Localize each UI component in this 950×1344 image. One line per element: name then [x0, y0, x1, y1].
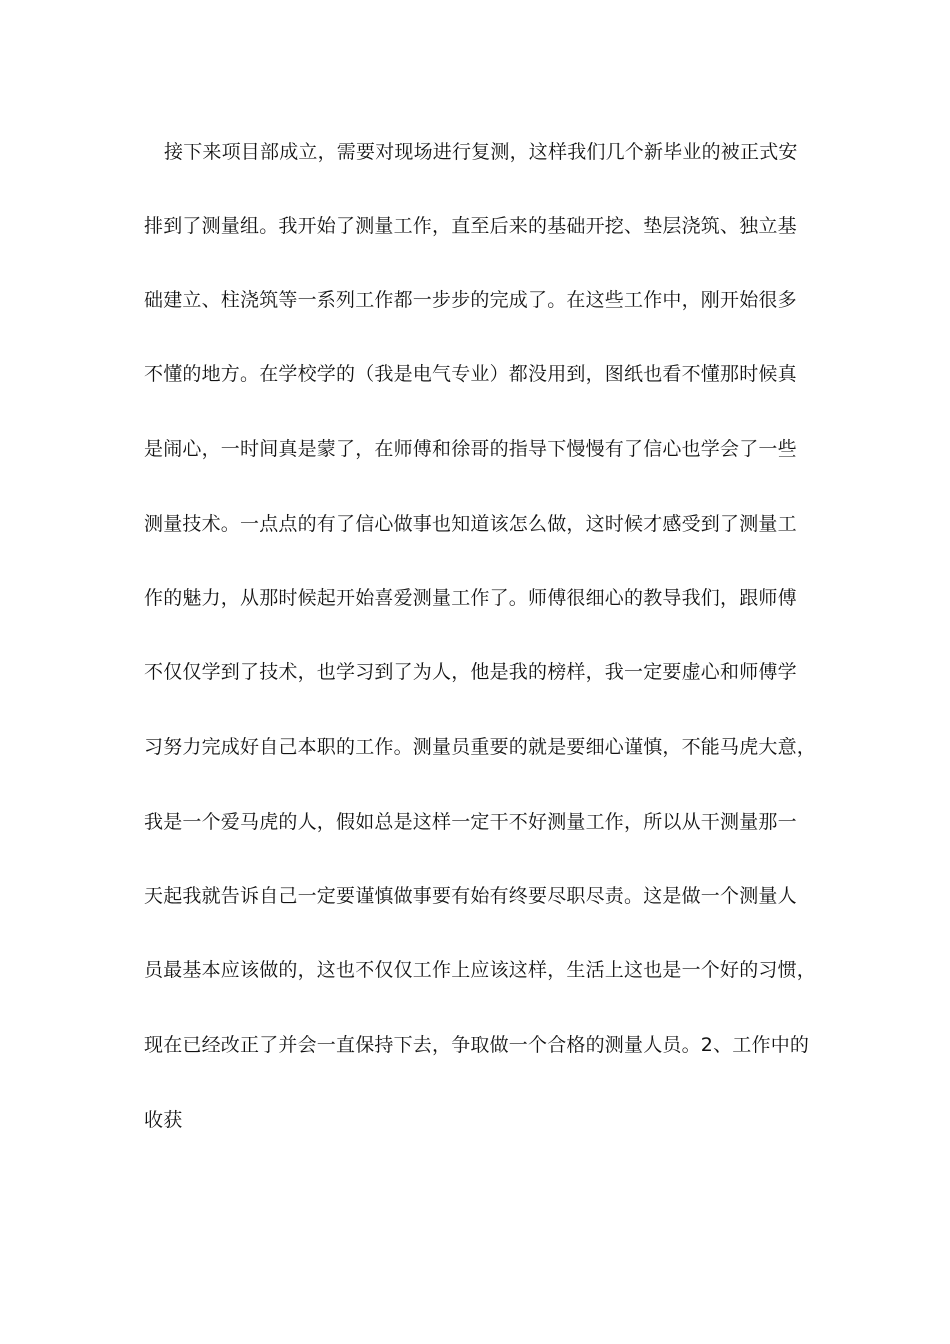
text-line: 员最基本应该做的，这也不仅仅工作上应该这样，生活上这也是一个好的习惯， — [144, 959, 817, 981]
text-line: 我是一个爱马虎的人，假如总是这样一定干不好测量工作，所以从干测量那一 — [144, 811, 797, 833]
text-line: 不懂的地方。在学校学的（我是电气专业）都没用到，图纸也看不懂那时候真 — [144, 363, 797, 385]
text-line: 习努力完成好自己本职的工作。测量员重要的就是要细心谨慎，不能马虎大意， — [144, 736, 817, 758]
text-line: 天起我就告诉自己一定要谨慎做事要有始有终要尽职尽责。这是做一个测量人 — [144, 885, 797, 907]
text-line: 排到了测量组。我开始了测量工作，直至后来的基础开挖、垫层浇筑、独立基 — [144, 215, 797, 237]
text-line: 现在已经改正了并会一直保持下去，争取做一个合格的测量人员。2、工作中的 — [144, 1034, 810, 1056]
text-line: 收获 — [144, 1109, 183, 1131]
text-line: 不仅仅学到了技术，也学习到了为人，他是我的榜样，我一定要虚心和师傅学 — [144, 661, 797, 683]
text-line: 接下来项目部成立，需要对现场进行复测，这样我们几个新毕业的被正式安 — [164, 141, 798, 163]
text-line: 是闹心，一时间真是蒙了，在师傅和徐哥的指导下慢慢有了信心也学会了一些 — [144, 438, 797, 460]
text-line: 测量技术。一点点的有了信心做事也知道该怎么做，这时候才感受到了测量工 — [144, 513, 797, 535]
text-line: 作的魅力，从那时候起开始喜爱测量工作了。师傅很细心的教导我们，跟师傅 — [144, 587, 797, 609]
text-line: 础建立、柱浇筑等一系列工作都一步步的完成了。在这些工作中，刚开始很多 — [144, 289, 797, 311]
